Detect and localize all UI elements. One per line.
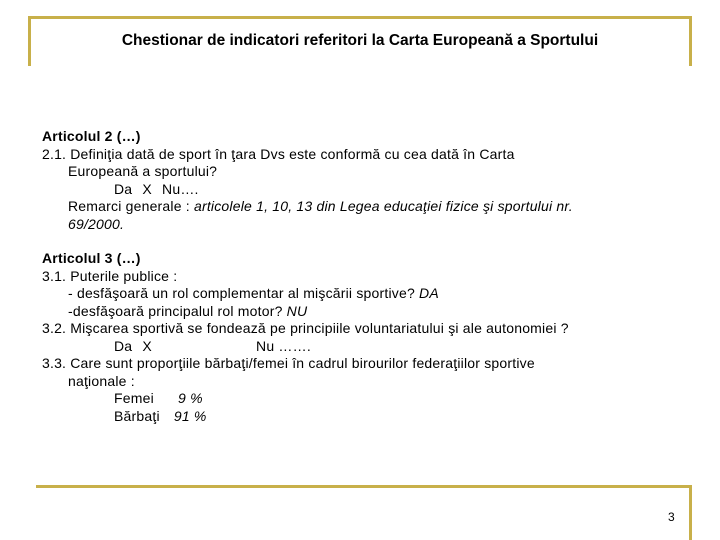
remarks-text: articolele 1, 10, 13 din Legea educaţiei fizice şi sportului nr. <box>193 198 573 214</box>
article-3-heading: Articolul 3 (…) <box>42 250 141 266</box>
femei-row <box>42 390 692 408</box>
answer-x-mark: X <box>142 337 152 354</box>
answer-3-2 <box>42 338 692 356</box>
answer-da-label: Da <box>114 337 133 354</box>
question-3-1-a-text: - desfăşoară un rol complementar al mişcării sportive? <box>68 285 420 301</box>
answer-nu-label: Nu…. <box>162 180 199 197</box>
remarks-label: Remarci generale : <box>68 198 194 214</box>
question-3-1: 3.1. Puterile publice : <box>42 267 178 284</box>
document-body <box>42 128 692 425</box>
remarks-line2: 69/2000. <box>68 215 125 232</box>
question-3-3-line1: 3.3. Care sunt proporţiile bărbaţi/femei în cadrul birourilor federaţiilor sportive <box>42 355 535 371</box>
question-2-1-line2: Europeană a sportului? <box>68 163 218 179</box>
bottom-rule <box>36 485 692 488</box>
femei-label: Femei <box>114 390 154 406</box>
title-frame <box>28 16 692 66</box>
question-3-1-b-answer: NU <box>286 302 308 319</box>
page-number: 3 <box>668 510 675 524</box>
answer-nu-label: Nu ……. <box>256 337 311 354</box>
remarks-line1 <box>42 198 692 216</box>
femei-value: 9 % <box>178 390 203 406</box>
question-3-1-a-answer: DA <box>419 285 439 301</box>
bottom-right-rule <box>689 485 692 540</box>
answer-2-1 <box>42 181 692 199</box>
question-3-3-line2: naţionale : <box>68 372 135 389</box>
question-3-2: 3.2. Mişcarea sportivă se fondează pe principiile voluntariatului şi ale autonomiei ? <box>42 320 569 336</box>
barbati-row <box>42 408 692 426</box>
question-3-1-b <box>42 303 692 321</box>
answer-x-mark: X <box>142 180 152 197</box>
question-3-1-a <box>42 285 692 303</box>
question-2-1-line1: 2.1. Definiţia dată de sport în ţara Dvs este conformă cu cea dată în Carta <box>42 145 515 162</box>
answer-da-label: Da <box>114 180 133 197</box>
barbati-label: Bărbaţi <box>114 407 160 424</box>
barbati-value: 91 % <box>173 407 207 424</box>
page-title: Chestionar de indicatori referitori la Carta Europeană a Sportului <box>121 32 599 49</box>
article-2-heading: Articolul 2 (…) <box>42 128 141 144</box>
question-3-1-b-text: -desfăşoară principalul rol motor? <box>68 302 287 319</box>
